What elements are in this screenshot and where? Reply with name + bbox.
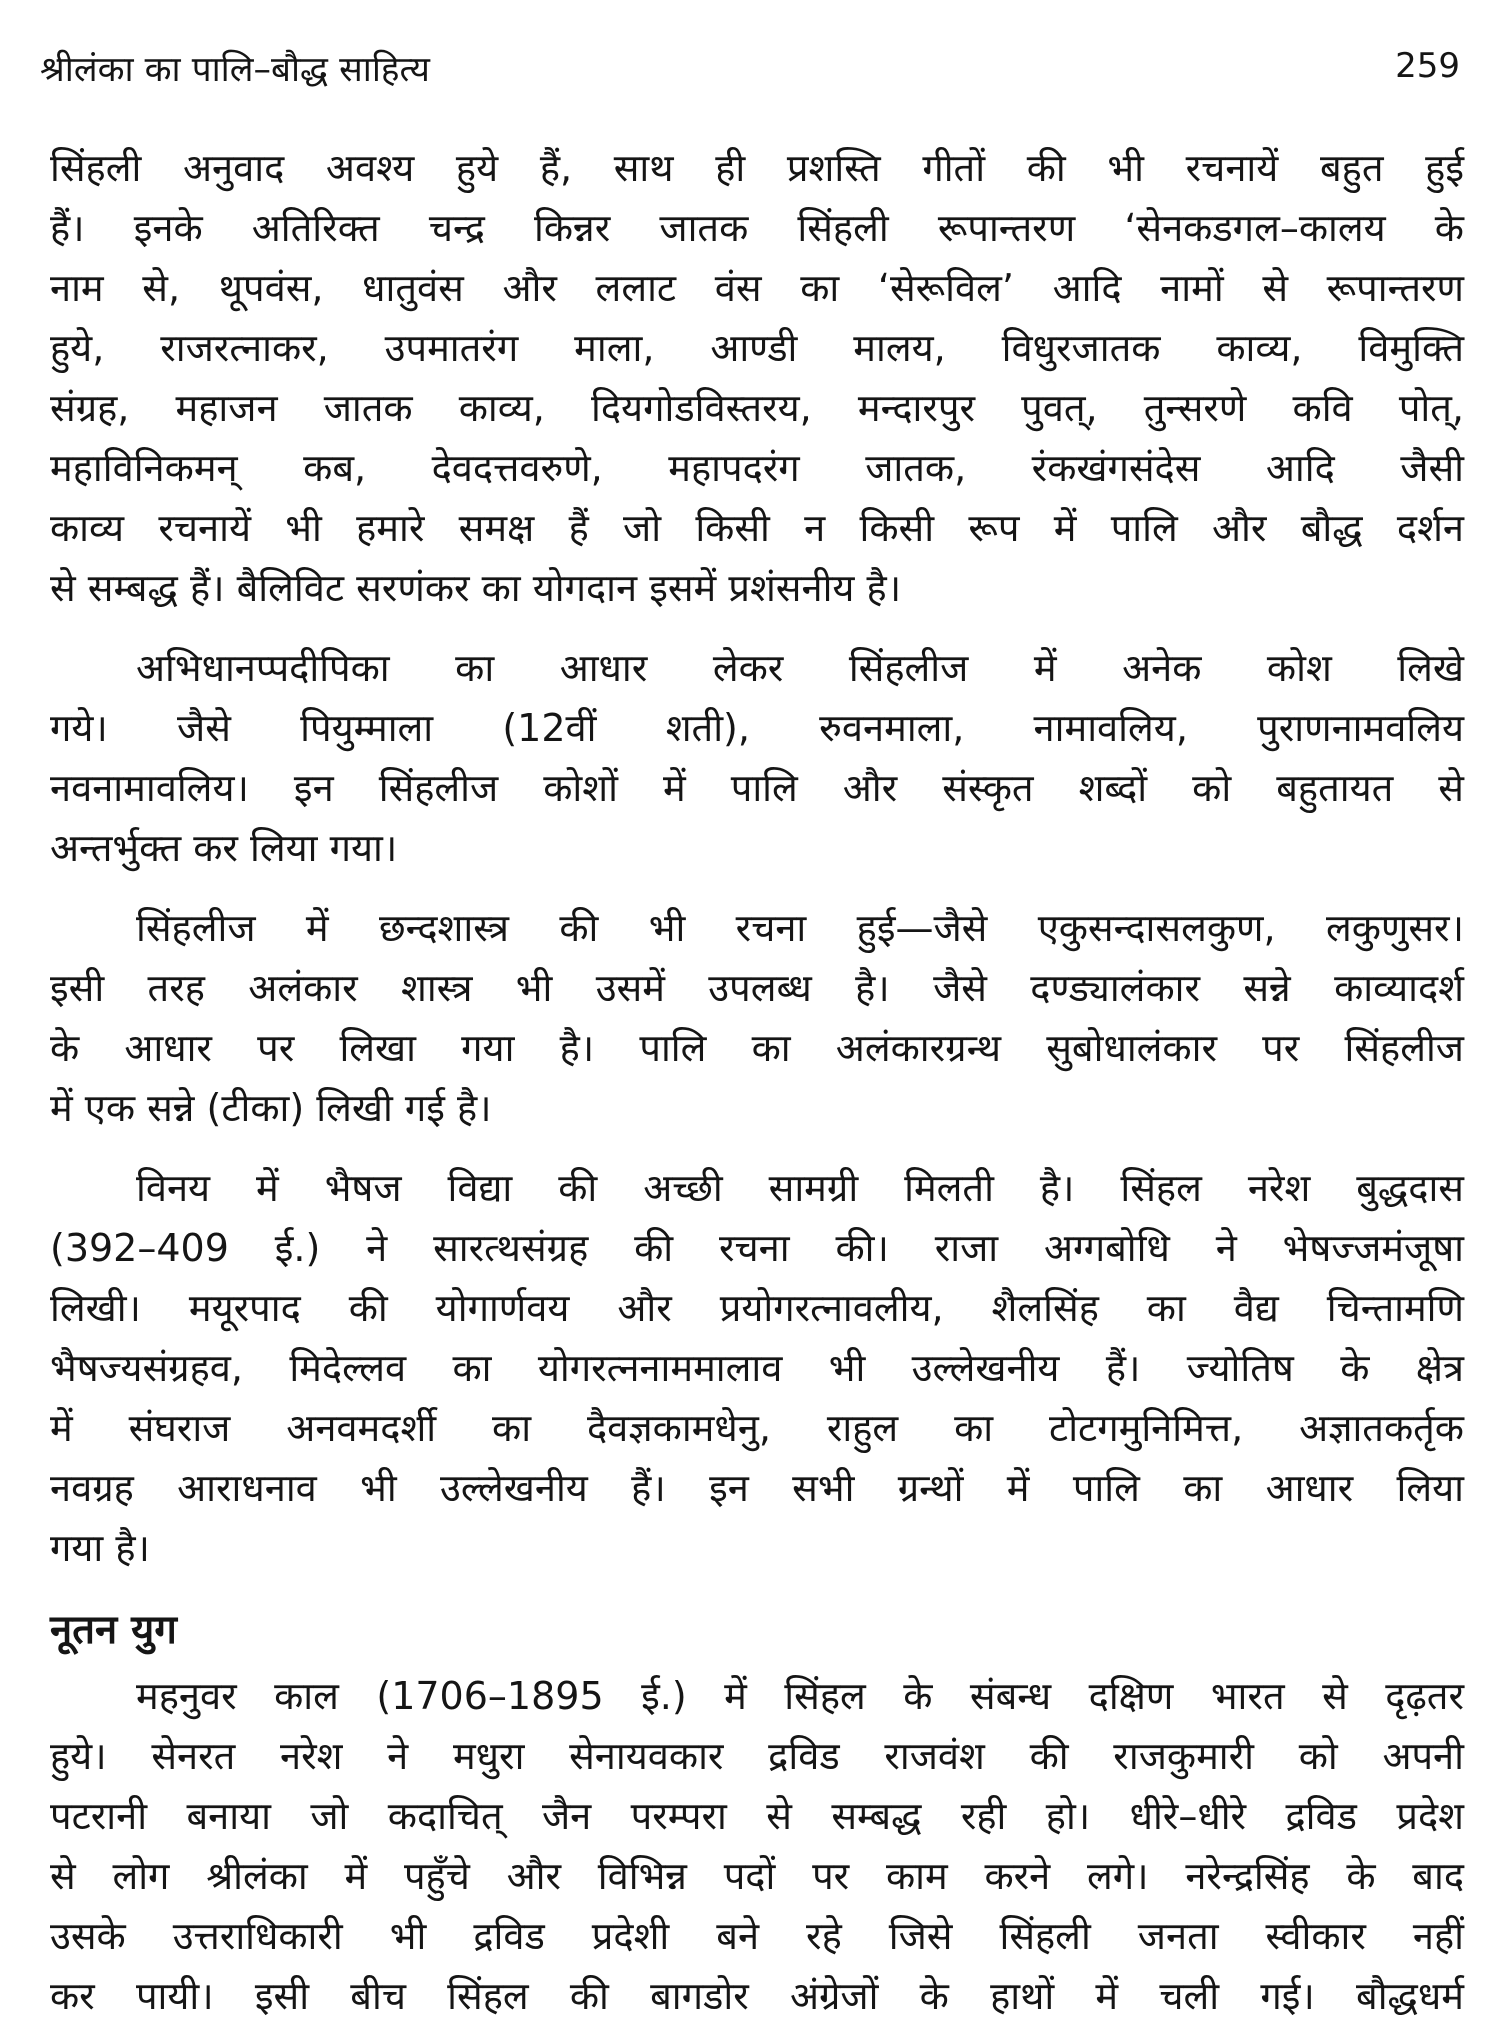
text-line: कर पायी। इसी बीच सिंहल की बागडोर अंग्रेजों के हाथों में चली गई। बौद्धधर्म [50,1974,1464,2018]
text-line: सिंहली अनुवाद अवश्य हुये हैं, साथ ही प्रशस्ति गीतों की भी रचनायें बहुत हुई [50,146,1464,190]
paragraph-new-era [50,1666,1464,2026]
text-line: हैं। इनके अतिरिक्त चन्द्र किन्नर जातक सिंहली रूपान्तरण ‘सेनकडगल–कालय के [50,206,1464,250]
text-line: गया है। [50,1526,150,1570]
text-line: नाम से, थूपवंस, धातुवंस और ललाट वंस का ‘सेरूविल’ आदि नामों से रूपान्तरण [50,266,1464,310]
paragraph-lexicons [50,638,1464,878]
text-line: सिंहलीज में छन्दशास्त्र की भी रचना हुई—जैसे एकुसन्दासलकुण, लकुणुसर। [136,906,1464,950]
paragraph-medicine-astrology [50,1158,1464,1578]
text-line: से लोग श्रीलंका में पहुँचे और विभिन्न पदों पर काम करने लगे। नरेन्द्रसिंह के बाद [50,1854,1464,1898]
section-heading: नूतन युग [50,1607,177,1653]
text-line: गये। जैसे पियुम्माला (12वीं शती), रुवनमाला, नामावलिय, पुराणनामवलिय [50,706,1464,750]
text-line: अभिधानप्पदीपिका का आधार लेकर सिंहलीज में अनेक कोश लिखे [136,646,1464,690]
paragraph-gap [50,1138,1464,1158]
running-head-title: श्रीलंका का पालि–बौद्ध साहित्य [40,50,430,90]
paragraph-prosody-rhetoric [50,898,1464,1138]
text-line: महाविनिकमन् कब, देवदत्तवरुणे, महापदरंग जातक, रंकखंगसंदेस आदि जैसी [50,446,1464,490]
text-line: इसी तरह अलंकार शास्त्र भी उसमें उपलब्ध है। जैसे दण्ड्यालंकार सन्ने काव्यादर्श [50,966,1464,1010]
page-number: 259 [1395,46,1460,86]
text-line: भैषज्यसंग्रहव, मिदेल्लव का योगरत्ननाममालाव भी उल्लेखनीय हैं। ज्योतिष के क्षेत्र [50,1346,1464,1390]
text-line: से सम्बद्ध हैं। बैलिविट सरणंकर का योगदान इसमें प्रशंसनीय है। [50,566,902,610]
text-line: विनय में भैषज विद्या की अच्छी सामग्री मिलती है। सिंहल नरेश बुद्धदास [136,1166,1464,1210]
text-line: उसके उत्तराधिकारी भी द्रविड प्रदेशी बने रहे जिसे सिंहली जनता स्वीकार नहीं [50,1914,1464,1958]
text-line: (392–409 ई.) ने सारत्थसंग्रह की रचना की। राजा अग्गबोधि ने भेषज्जमंजूषा [50,1226,1464,1270]
text-line: हुये, राजरत्नाकर, उपमातरंग माला, आण्डी मालय, विधुरजातक काव्य, विमुक्ति [50,326,1464,370]
text-line: में एक सन्ने (टीका) लिखी गई है। [50,1086,492,1130]
page-body [50,138,1464,2026]
text-line: पटरानी बनाया जो कदाचित् जैन परम्परा से सम्बद्ध रही हो। धीरे–धीरे द्रविड प्रदेश [50,1794,1464,1838]
text-line: काव्य रचनायें भी हमारे समक्ष हैं जो किसी न किसी रूप में पालि और बौद्ध दर्शन [50,506,1464,550]
text-line: हुये। सेनरत नरेश ने मधुरा सेनायवकार द्रविड राजवंश की राजकुमारी को अपनी [50,1734,1464,1778]
text-line: नवग्रह आराधनाव भी उल्लेखनीय हैं। इन सभी ग्रन्थों में पालि का आधार लिया [50,1466,1464,1510]
text-line: अन्तर्भुक्त कर लिया गया। [50,826,398,870]
text-line: के आधार पर लिखा गया है। पालि का अलंकारग्रन्थ सुबोधालंकार पर सिंहलीज [50,1026,1464,1070]
text-line: संग्रह, महाजन जातक काव्य, दियगोडविस्तरय, मन्दारपुर पुवत्, तुन्सरणे कवि पोत्, [50,386,1464,430]
paragraph-gap [50,618,1464,638]
paragraph-gap [50,878,1464,898]
text-line: महनुवर काल (1706–1895 ई.) में सिंहल के संबन्ध दक्षिण भारत से दृढ़तर [136,1674,1464,1718]
text-line: लिखी। मयूरपाद की योगार्णवय और प्रयोगरत्नावलीय, शैलसिंह का वैद्य चिन्तामणि [50,1286,1464,1330]
text-line: नवनामावलिय। इन सिंहलीज कोशों में पालि और संस्कृत शब्दों को बहुतायत से [50,766,1464,810]
text-line: में संघराज अनवमदर्शी का दैवज्ञकामधेनु, राहुल का टोटगमुनिमित्त, अज्ञातकर्तृक [50,1406,1464,1450]
paragraph-sinhala-translations [50,138,1464,618]
